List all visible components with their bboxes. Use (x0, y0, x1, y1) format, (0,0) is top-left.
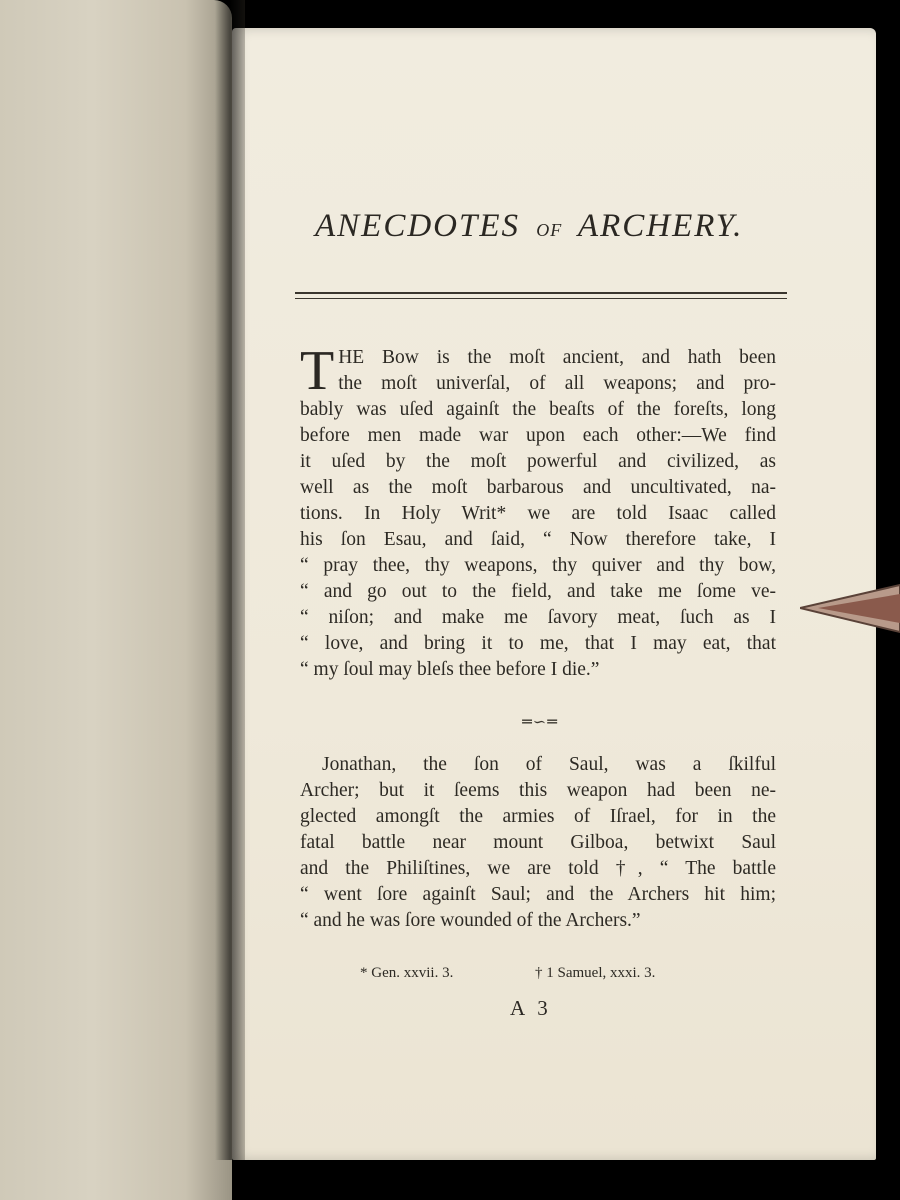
text-line: well as the moſt barbarous and uncultivated, na- (300, 477, 776, 498)
bookmark-pointer-icon (800, 580, 900, 640)
title-word-of: OF (536, 220, 563, 240)
text-line: “ went ſore againſt Saul; and the Archers hit him; (300, 884, 776, 905)
title-rule-thin (295, 298, 787, 299)
title-rule-thick (295, 292, 787, 294)
footnote-samuel: † 1 Samuel, xxxi. 3. (535, 965, 656, 981)
text-line: “ and he was ſore wounded of the Archers.” (300, 910, 641, 931)
section-ornament: ═∽═ (522, 712, 558, 731)
text-line: bably was uſed againſt the beaſts of the foreſts, long (300, 399, 776, 420)
text-line: “ pray thee, thy weapons, thy quiver and thy bow, (300, 555, 776, 576)
text-line: Jonathan, the ſon of Saul, was a ſkilful (322, 754, 776, 775)
text-line: HE Bow is the moſt ancient, and hath been (338, 347, 776, 368)
text-line: “ and go out to the field, and take me ſome ve- (300, 581, 776, 602)
paragraph-1 (300, 340, 776, 683)
text-line: fatal battle near mount Gilboa, betwixt Saul (300, 832, 776, 853)
text-line: it uſed by the moſt powerful and civilized, as (300, 451, 776, 472)
title-word-anecdotes: ANECDOTES (315, 208, 521, 244)
text-line: Archer; but it ſeems this weapon had been ne- (300, 780, 776, 801)
text-line: his ſon Esau, and ſaid, “ Now therefore take, I (300, 529, 776, 550)
printer-signature: A 3 (510, 996, 552, 1020)
text-line: “ niſon; and make me ſavory meat, ſuch as I (300, 607, 776, 628)
text-line: before men made war upon each other:—We find (300, 425, 776, 446)
text-line: the moſt univerſal, of all weapons; and pro- (338, 373, 776, 394)
text-line: tions. In Holy Writ* we are told Isaac called (300, 503, 776, 524)
text-line: “ love, and bring it to me, that I may eat, that (300, 633, 776, 654)
book-gutter (215, 0, 245, 1160)
left-page (0, 0, 232, 1200)
text-line: glected amongſt the armies of Iſrael, for in the (300, 806, 776, 827)
paragraph-2 (300, 752, 776, 934)
text-line: and the Philiſtines, we are told †, “ The battle (300, 858, 776, 879)
drop-cap: T (300, 340, 335, 402)
footnote-genesis: * Gen. xxvii. 3. (360, 965, 454, 981)
title-word-archery: ARCHERY. (577, 208, 744, 244)
page-title (315, 208, 775, 245)
text-line: “ my ſoul may bleſs thee before I die.” (300, 659, 600, 680)
